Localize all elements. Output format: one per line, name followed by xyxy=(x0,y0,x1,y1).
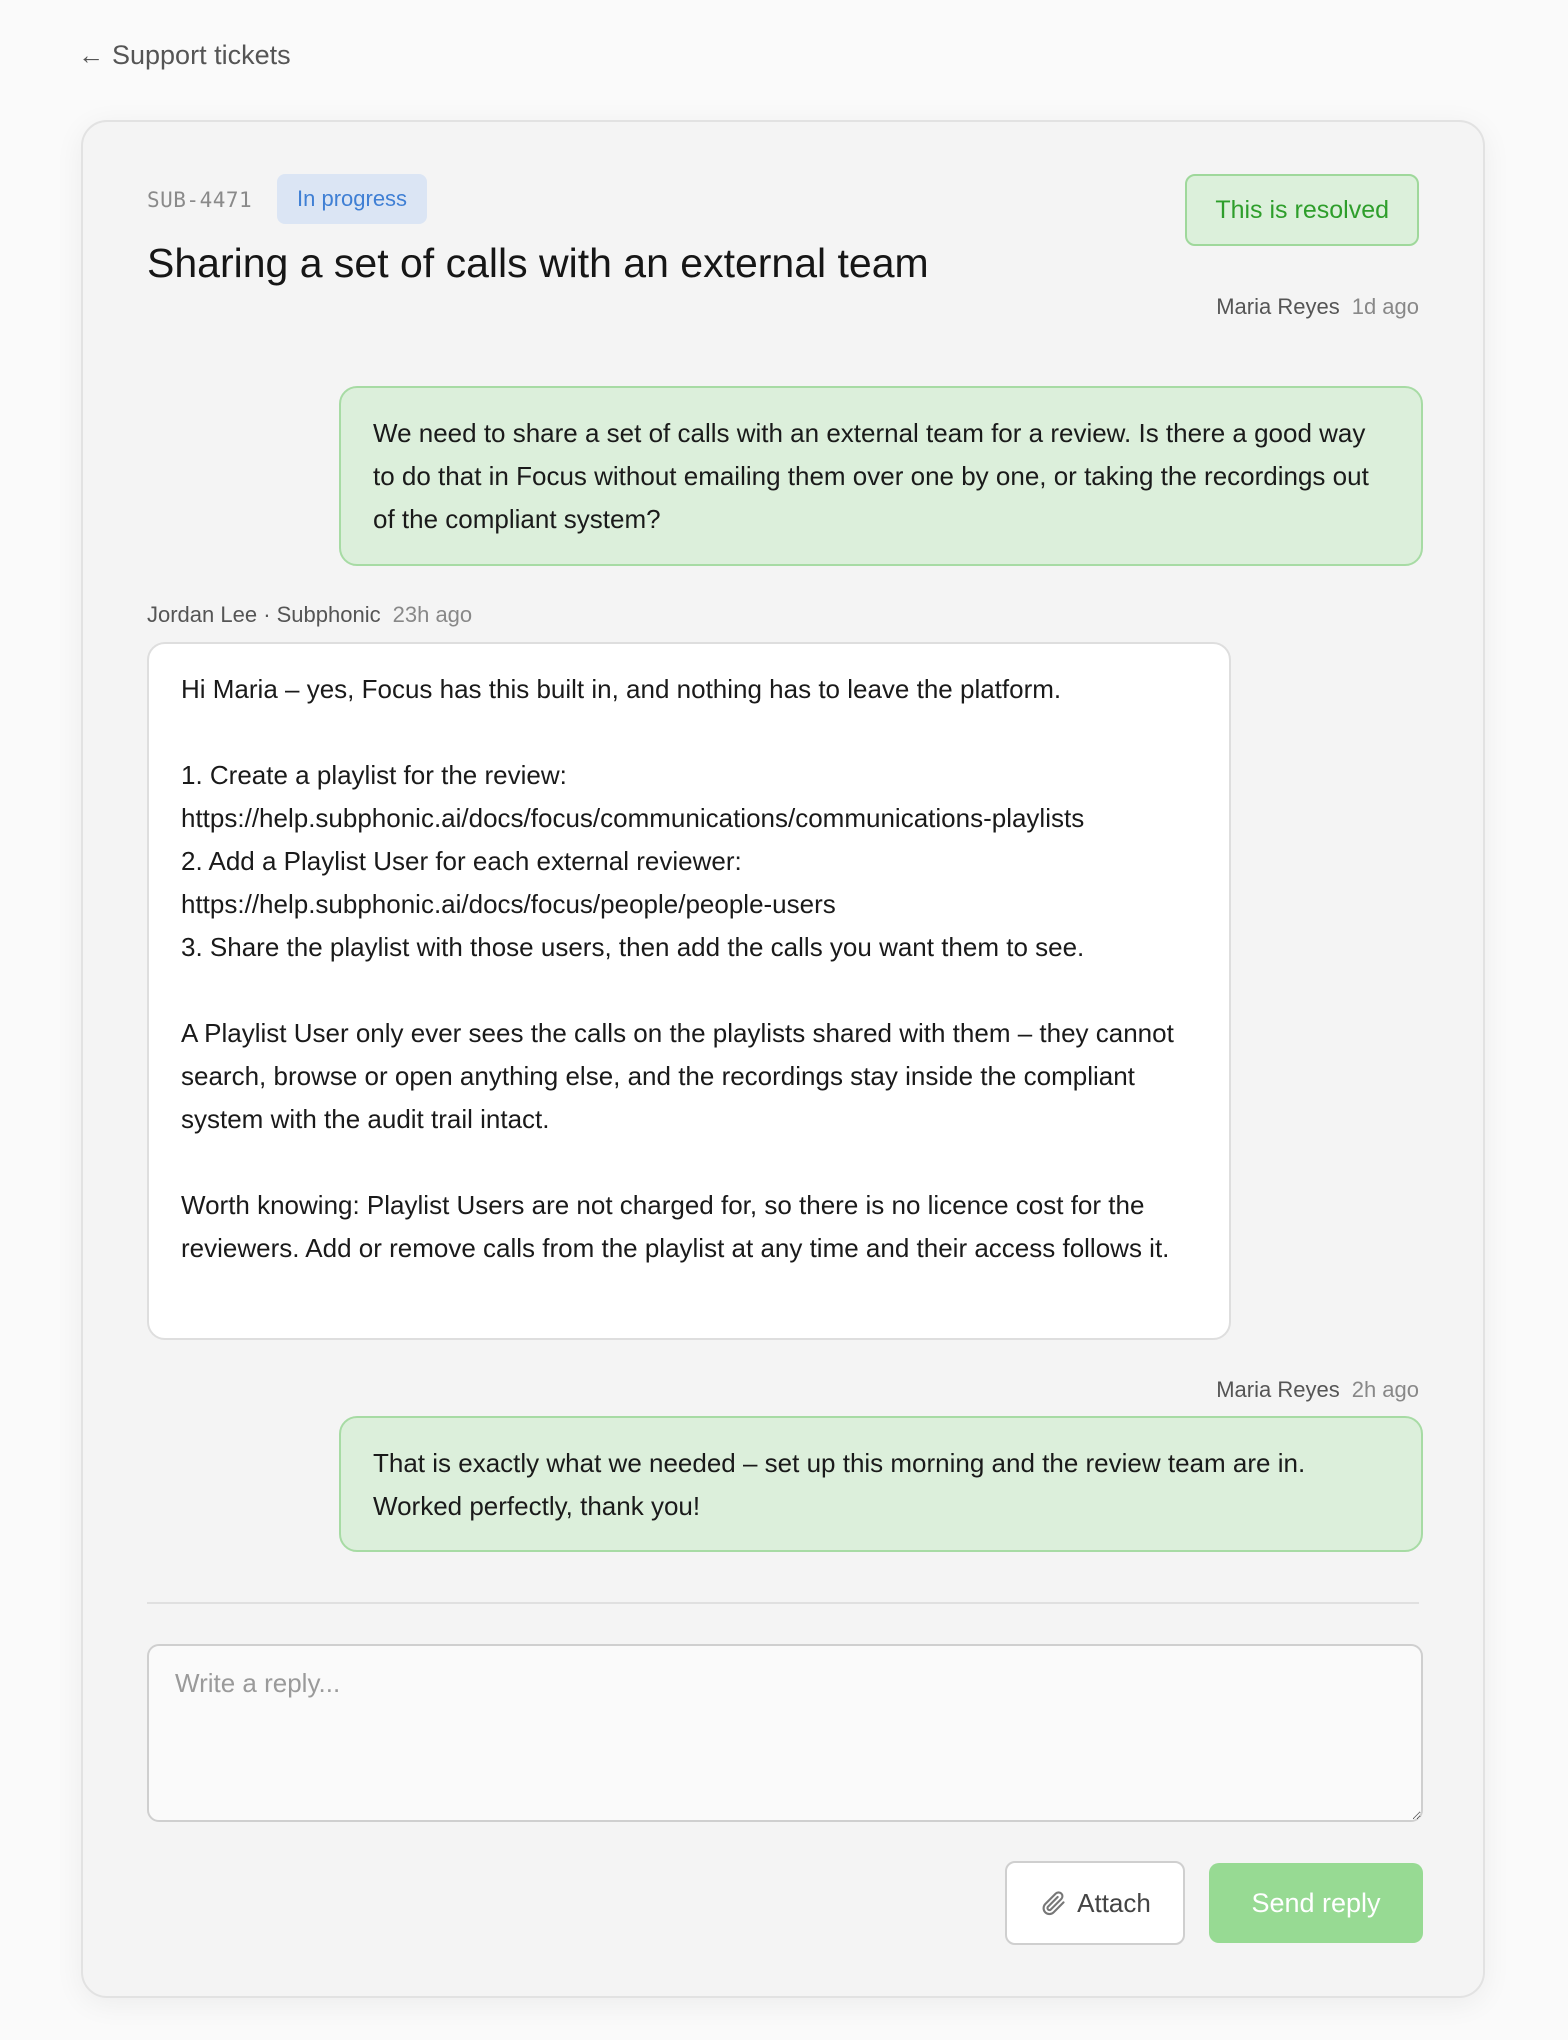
status-badge: In progress xyxy=(277,174,427,224)
message-meta xyxy=(1216,294,1419,320)
message-bubble-customer: That is exactly what we needed – set up this morning and the review team are in. Worked perfectly, thank you! xyxy=(339,1416,1423,1552)
message-author: Jordan Lee · Subphonic xyxy=(147,602,381,627)
send-reply-button[interactable]: Send reply xyxy=(1209,1863,1423,1943)
message-author: Maria Reyes xyxy=(1216,294,1340,319)
message-bubble-agent: Hi Maria – yes, Focus has this built in, and nothing has to leave the platform. 1. Create a playlist for the review: https://help.subphonic.ai/docs/focus/communications/communications-playlists 2. Add a Playlist User for each external reviewer: https://help.subphonic.ai/docs/focus/people/people-users 3. Share the playlist with those users, then add the calls you want them to see. A Playlist User only ever sees the calls on the playlists shared with them – they cannot search, browse or open anything else, and the recordings stay inside the compliant system with the audit trail intact. Worth knowing: Playlist Users are not charged for, so there is no licence cost for the reviewers. Add or remove calls from the playlist at any time and their access follows it. xyxy=(147,642,1231,1340)
back-to-support-tickets-link[interactable] xyxy=(78,40,291,71)
message-time: 23h ago xyxy=(392,602,473,627)
ticket-title: Sharing a set of calls with an external team xyxy=(147,240,929,286)
message-time: 1d ago xyxy=(1351,294,1419,319)
attach-button[interactable] xyxy=(1005,1861,1185,1945)
divider xyxy=(147,1602,1419,1604)
paperclip-icon xyxy=(1039,1889,1067,1917)
ticket-id: SUB-4471 xyxy=(147,188,253,212)
reply-textarea[interactable] xyxy=(147,1644,1423,1822)
message-time: 2h ago xyxy=(1351,1377,1419,1402)
back-link-label: Support tickets xyxy=(112,40,291,70)
attach-button-label: Attach xyxy=(1077,1887,1151,1918)
message-bubble-customer: We need to share a set of calls with an external team for a review. Is there a good way to do that in Focus without emailing them over one by one, or taking the recordings out of the compliant system? xyxy=(339,386,1423,566)
ticket-card xyxy=(81,120,1485,1998)
message-meta xyxy=(1216,1377,1419,1403)
message-author: Maria Reyes xyxy=(1216,1377,1340,1402)
mark-resolved-button[interactable]: This is resolved xyxy=(1185,174,1419,246)
message-meta xyxy=(147,602,472,628)
arrow-left-icon: ← xyxy=(78,40,104,70)
